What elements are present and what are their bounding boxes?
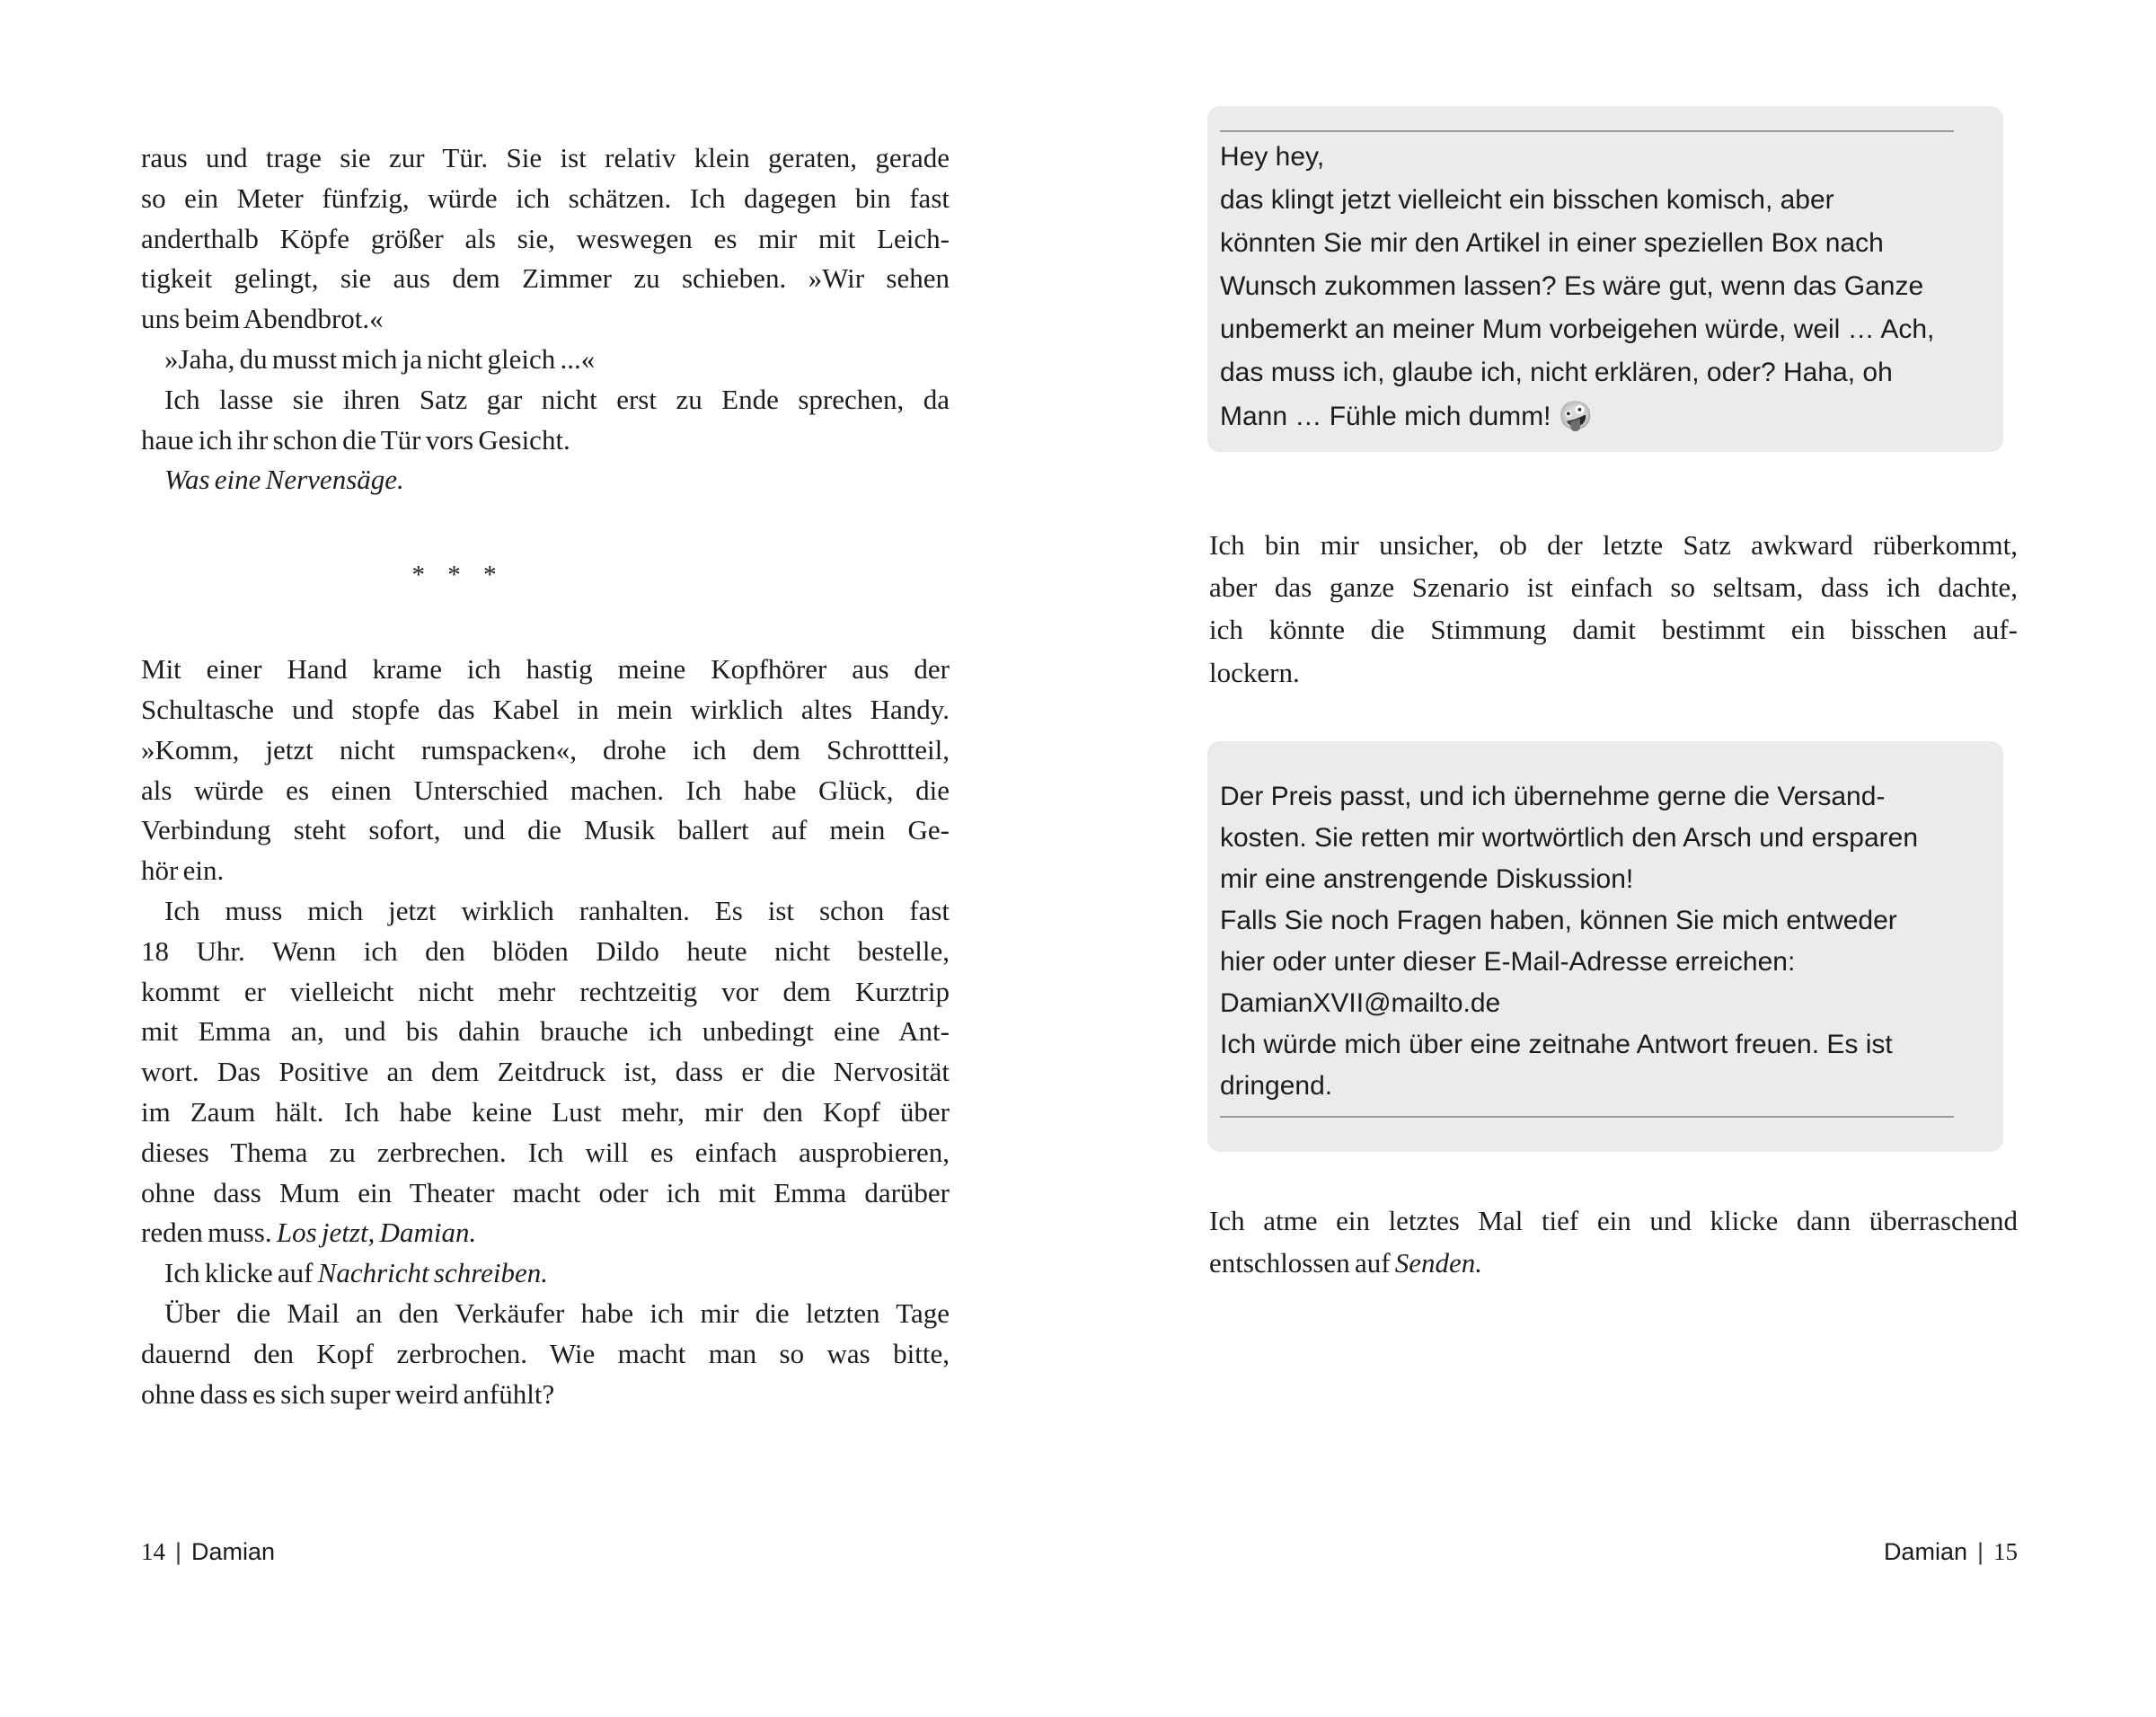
text-line: reden muss. Los jetzt, Damian. (141, 1217, 477, 1249)
left-page-text (141, 138, 950, 1414)
text-line: kosten. Sie retten mir wortwörtlich den Arsch und ersparen (1220, 823, 1919, 853)
narration-paragraph-2 (1209, 1199, 2018, 1284)
text-line: ohne dass Mum ein Theater macht oder ich mit Emma darüber (141, 1176, 950, 1208)
text-line: dringend. (1220, 1071, 1333, 1101)
text-line: Mit einer Hand krame ich hastig meine Kopfhörer aus der (141, 653, 950, 686)
text-line: wort. Das Positive an dem Zeitdruck ist, dass er die Nervosität (141, 1056, 950, 1088)
narration-paragraph-1 (1209, 524, 2018, 694)
right-page-footer (1207, 1538, 2018, 1566)
text-line: Falls Sie noch Fragen haben, können Sie mich entweder (1220, 906, 1897, 935)
text-line: Ich lasse sie ihren Satz gar nicht erst zu Ende sprechen, da (164, 383, 950, 415)
text-line: »Komm, jetzt nicht rumspacken«, drohe ich dem Schrottteil, (141, 733, 950, 766)
text-line: »Jaha, du musst mich ja nicht gleich ...« (164, 342, 596, 375)
text-line: Wunsch zukommen lassen? Es wäre gut, wenn das Ganze (1220, 271, 1924, 301)
footer-divider: | (175, 1538, 182, 1565)
text-line: so ein Meter fünfzig, würde ich schätzen. Ich dagegen bin fast (141, 181, 950, 214)
text-line: Ich atme ein letztes Mal tief ein und klicke dann überraschend (1209, 1205, 2018, 1236)
text-line: Ich klicke auf Nachricht schreiben. (164, 1257, 549, 1289)
text-line: Über die Mail an den Verkäufer habe ich mir die letzten Tage (164, 1297, 950, 1329)
text-line: tigkeit gelingt, sie aus dem Zimmer zu schieben. »Wir sehen (141, 262, 950, 295)
left-page-number: 14 (141, 1538, 165, 1565)
scene-break (54, 500, 862, 650)
text-line: dieses Thema zu zerbrechen. Ich will es einfach ausprobieren, (141, 1136, 950, 1168)
text-line: Ich bin mir unsicher, ob der letzte Satz awkward rüberkommt, (1209, 529, 2018, 561)
text-line: Ich würde mich über eine zeitnahe Antwort freuen. Es ist (1220, 1030, 1893, 1059)
text-line: haue ich ihr schon die Tür vors Gesicht. (141, 423, 570, 456)
text-line: Der Preis passt, und ich übernehme gerne die Versand- (1220, 782, 1886, 811)
text-line: Ich muss mich jetzt wirklich ranhalten. Es ist schon fast (164, 894, 950, 926)
text-line: Hey hey, (1220, 142, 1325, 172)
text-line: Verbindung steht sofort, und die Musik ballert auf mein Ge- (141, 814, 950, 846)
left-page-footer (141, 1538, 275, 1566)
text-line: 18 Uhr. Wenn ich den blöden Dildo heute nicht bestelle, (141, 934, 950, 967)
text-line: hör ein. (141, 854, 225, 887)
text-line: könnten Sie mir den Artikel in einer speziellen Box nach (1220, 228, 1884, 258)
message-divider-rule (1220, 1116, 1954, 1118)
text-line: DamianXVII@mailto.de (1220, 988, 1501, 1018)
text-line: im Zaum hält. Ich habe keine Lust mehr, mir den Kopf über (141, 1095, 950, 1128)
text-line: raus und trage sie zur Tür. Sie ist relativ klein geraten, gerade (141, 142, 950, 173)
right-running-title: Damian (1883, 1538, 1967, 1565)
text-line: als würde es einen Unterschied machen. Ich habe Glück, die (141, 774, 950, 806)
text-line: das klingt jetzt vielleicht ein bisschen komisch, aber (1220, 185, 1834, 215)
text-line: mir eine anstrengende Diskussion! (1220, 864, 1634, 894)
text-line: lockern. (1209, 656, 1300, 688)
message-box-quote (1207, 106, 2003, 452)
text-line: mit Emma an, und bis dahin brauche ich unbedingt eine Ant- (141, 1015, 950, 1048)
text-line: ich könnte die Stimmung damit bestimmt ein bisschen auf- (1209, 614, 2018, 646)
left-running-title: Damian (191, 1538, 276, 1565)
text-line: Schultasche und stopfe das Kabel in mein wirklich altes Handy. (141, 693, 950, 725)
message-box-reply-text (1220, 776, 1978, 1107)
text-line: hier oder unter dieser E-Mail-Adresse erreichen: (1220, 947, 1796, 977)
text-line: uns beim Abendbrot.« (141, 303, 384, 335)
scene-break-asterisks: * * * (411, 560, 505, 589)
message-box-reply (1207, 741, 2003, 1152)
message-divider-rule (1220, 130, 1954, 132)
text-line: kommt er vielleicht nicht mehr rechtzeitig vor dem Kurztrip (141, 975, 950, 1007)
text-line: Was eine Nervensäge. (164, 464, 404, 496)
text-line: ohne dass es sich super weird anfühlt? (141, 1377, 555, 1410)
text-line: entschlossen auf Senden. (1209, 1247, 1483, 1279)
footer-divider: | (1976, 1538, 1984, 1565)
text-line: aber das ganze Szenario ist einfach so seltsam, dass ich dachte, (1209, 571, 2018, 604)
text-line: unbemerkt an meiner Mum vorbeigehen würde, weil … Ach, (1220, 314, 1935, 344)
text-line: dauernd den Kopf zerbrochen. Wie macht man so was bitte, (141, 1337, 950, 1369)
text-line: anderthalb Köpfe größer als sie, weswegen es mir mit Leich- (141, 222, 950, 254)
message-box-quote-text (1220, 136, 1978, 438)
text-line: das muss ich, glaube ich, nicht erklären, oder? Haha, oh (1220, 358, 1893, 387)
right-page-number: 15 (1993, 1538, 2018, 1565)
text-line: Mann … Fühle mich dumm! 🤪 (1220, 400, 1594, 431)
zany-face-emoji: 🤪 (1558, 400, 1594, 431)
